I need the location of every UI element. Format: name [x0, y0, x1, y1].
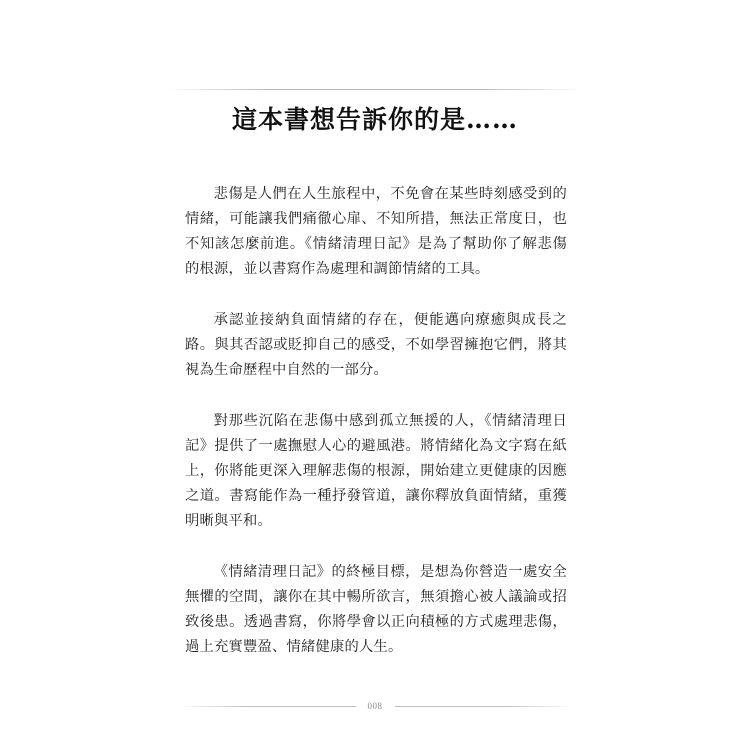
footer-divider-right	[395, 706, 573, 707]
page-number: 008	[367, 701, 383, 711]
paragraph-2: 承認並接納負面情緒的存在，便能邁向療癒與成長之路。與其否認或貶抑自己的感受，不如學習擁抱它們，將其視為生命歷程中自然的一部分。	[185, 312, 567, 378]
header-divider	[168, 89, 582, 90]
page-footer	[0, 700, 750, 714]
page-title: 這本書想告訴你的是……	[231, 105, 518, 134]
footer-divider-left	[178, 706, 356, 707]
paragraph-1: 悲傷是人們在人生旅程中，不免會在某些時刻感受到的情緒，可能讓我們痛徹心扉、不知所措，無法正常度日，也不知該怎麼前進。《情緒清理日記》是為了幫助你了解悲傷的根源，並以書寫作為處理和調節情緒的工具。	[185, 186, 567, 277]
body-text	[185, 182, 567, 686]
paragraph-3: 對那些沉陷在悲傷中感到孤立無援的人，《情緒清理日記》提供了一處撫慰人心的避風港。將情緒化為文字寫在紙上，你將能更深入理解悲傷的根源，開始建立更健康的因應之道。書寫能作為一種抒發管道，讓你釋放負面情緒，重獲明晰與平和。	[185, 413, 567, 529]
paragraph-4: 《情緒清理日記》的終極目標，是想為你營造一處安全無懼的空間，讓你在其中暢所欲言，無須擔心被人議論或招致後患。透過書寫，你將學會以正向積極的方式處理悲傷，過上充實豐盈、情緒健康的人生。	[185, 564, 567, 655]
